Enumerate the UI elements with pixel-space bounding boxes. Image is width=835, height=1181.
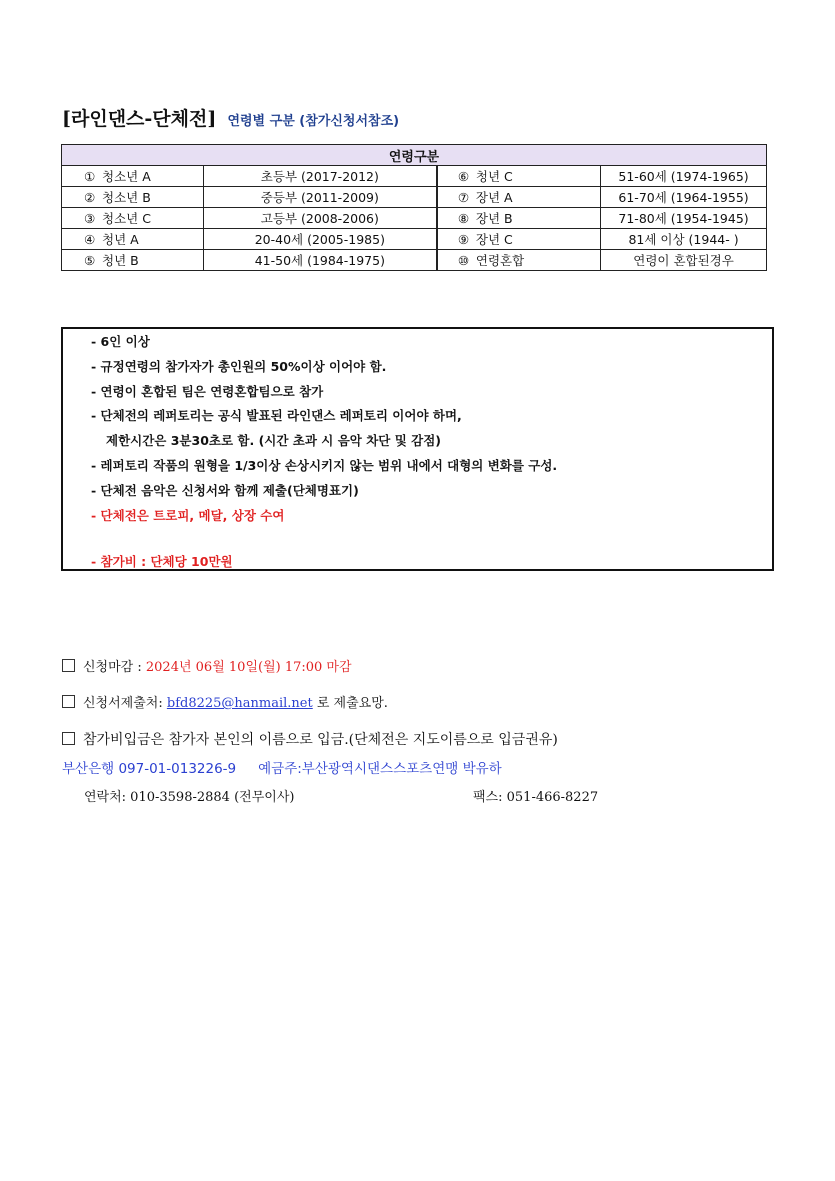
table-row [62, 229, 767, 250]
age-label [62, 250, 204, 271]
age-label [437, 166, 601, 187]
rule-item: - 6인 이상 [91, 334, 150, 349]
age-label-text: 청년 C [475, 169, 513, 184]
page-title [62, 104, 399, 131]
circled-number: ② [84, 190, 96, 205]
rule-item: - 단체전 음악은 신청서와 함께 제출(단체명표기) [91, 482, 359, 498]
submit-label: 신청서제출처: [83, 696, 167, 711]
age-category-table [61, 144, 767, 271]
rule-item: 제한시간은 3분30초로 함. (시간 초과 시 음악 차단 및 감점) [106, 433, 442, 449]
age-label [62, 187, 204, 208]
age-label-text: 장년 C [475, 232, 513, 247]
age-range: 71-80세 (1954-1945) [601, 208, 767, 229]
submit-line [62, 692, 388, 711]
payment-line [62, 729, 558, 749]
bank-line [62, 757, 502, 777]
table-row [62, 250, 767, 271]
circled-number: ④ [84, 232, 96, 247]
submit-suffix: 로 제출요망. [312, 696, 388, 711]
section-subtitle: 연령별 구분 (참가신청서참조) [227, 114, 400, 129]
age-range: 51-60세 (1974-1965) [601, 166, 767, 187]
deadline-label: 신청마감 : [83, 660, 146, 675]
age-label [437, 229, 601, 250]
checkbox-icon [62, 732, 75, 745]
blank-line [91, 529, 557, 551]
rule-item-award: - 단체전은 트로피, 메달, 상장 수여 [91, 507, 285, 523]
circled-number: ⑥ [457, 169, 470, 184]
circled-number: ⑨ [457, 232, 470, 247]
circled-number: ⑩ [457, 253, 470, 268]
account-holder: 예금주:부산광역시댄스스포츠연맹 박유하 [258, 761, 502, 777]
checkbox-icon [62, 659, 75, 672]
rule-item: - 규정연령의 참가자가 총인원의 50%이상 이어야 함. [91, 358, 387, 374]
circled-number: ① [84, 169, 96, 184]
age-label-text: 청소년 A [102, 169, 151, 184]
circled-number: ⑤ [84, 253, 96, 268]
age-table-heading: 연령구분 [62, 145, 767, 166]
age-range: 41-50세 (1984-1975) [203, 250, 437, 271]
circled-number: ⑧ [457, 211, 470, 226]
rules-list [91, 331, 557, 576]
age-label-text: 청년 B [102, 253, 139, 268]
age-range: 초등부 (2017-2012) [203, 166, 437, 187]
age-label [437, 250, 601, 271]
payment-note: 참가비입금은 참가자 본인의 이름으로 입금.(단체전은 지도이름으로 입금권유) [83, 732, 558, 748]
email-link[interactable]: bfd8225@hanmail.net [166, 696, 313, 711]
age-range: 중등부 (2011-2009) [203, 187, 437, 208]
bank-account: 부산은행 097-01-013226-9 [62, 761, 237, 777]
age-label-text: 청소년 C [102, 211, 151, 226]
age-label-text: 청년 A [102, 232, 139, 247]
rule-item: - 연령이 혼합된 팀은 연령혼합팀으로 참가 [91, 383, 324, 399]
age-label-text: 청소년 B [102, 190, 151, 205]
age-label-text: 장년 B [475, 211, 513, 226]
checkbox-icon [62, 695, 75, 708]
age-range: 연령이 혼합된경우 [601, 250, 767, 271]
rules-box [61, 327, 774, 571]
circled-number: ③ [84, 211, 96, 226]
section-title: [라인댄스-단체전] [62, 108, 217, 130]
age-label-text: 장년 A [475, 190, 513, 205]
age-label [62, 229, 204, 250]
contact-fax: 팩스: 051-466-8227 [473, 790, 599, 805]
deadline-line [62, 656, 352, 675]
rule-item: - 레퍼토리 작품의 원형을 1/3이상 손상시키지 않는 범위 내에서 대형의 변화를 구성. [91, 457, 558, 473]
age-range: 20-40세 (2005-1985) [203, 229, 437, 250]
age-range: 고등부 (2008-2006) [203, 208, 437, 229]
circled-number: ⑦ [457, 190, 470, 205]
age-label-text: 연령혼합 [475, 253, 525, 268]
rule-item-fee: - 참가비 : 단체당 10만원 [91, 554, 233, 570]
age-range: 81세 이상 (1944- ) [601, 229, 767, 250]
deadline-value: 2024년 06월 10일(월) 17:00 마감 [145, 660, 352, 675]
table-row [62, 187, 767, 208]
rule-item: - 단체전의 레퍼토리는 공식 발표된 라인댄스 레퍼토리 이어야 하며, [91, 408, 462, 424]
age-range: 61-70세 (1964-1955) [601, 187, 767, 208]
age-label [437, 187, 601, 208]
table-row [62, 166, 767, 187]
contact-phone: 연락처: 010-3598-2884 (전무이사) [84, 790, 295, 805]
age-label [62, 208, 204, 229]
age-label [437, 208, 601, 229]
table-row [62, 208, 767, 229]
age-label [62, 166, 204, 187]
